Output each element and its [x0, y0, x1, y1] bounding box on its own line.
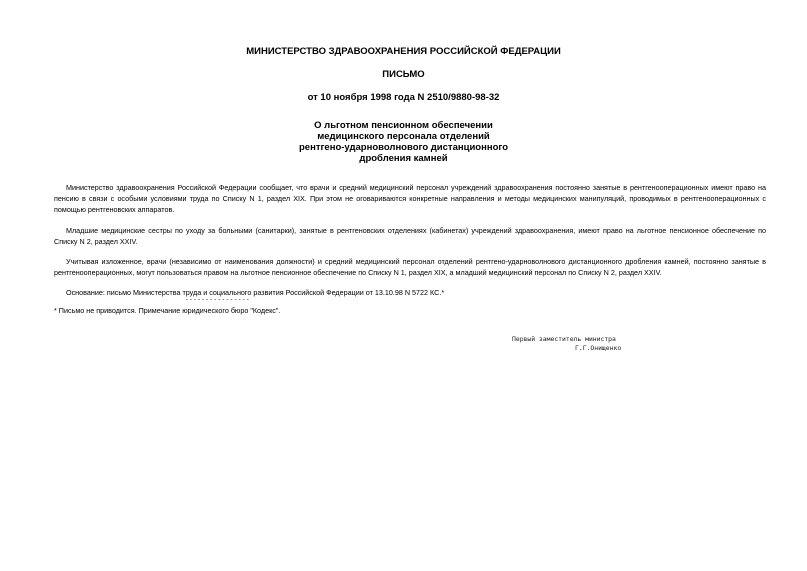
- document-date-number: от 10 ноября 1998 года N 2510/9880-98-32: [307, 92, 500, 103]
- basis-line: Основание: письмо Министерства труда и социального развития Российской Федерации от 13.10.98 N 5722 КС.*: [66, 288, 445, 297]
- signature-name: Г.Г.Онищенко: [575, 344, 622, 352]
- document-title: [0, 120, 807, 164]
- paragraph-1: Министерство здравоохранения Российской Федерации сообщает, что врачи и средний медицинский персонал учреждений здравоохранения постоянно занятые в рентгеноoперационных имеют право на пенсию в связи с особыми условиями труда по Списку N 1, раздел XIX. При этом не оговариваются конкретные направления и методы медицинских манипуляций, проводимых в рентгеноoперационных с помощью рентгеновских аппаратов.: [54, 183, 766, 214]
- title-line: рентгено-ударноволнового дистанционного: [299, 142, 508, 153]
- footnote: * Письмо не приводится. Примечание юридического бюро "Кодекс".: [54, 306, 281, 315]
- title-line: дробления камней: [359, 153, 448, 164]
- title-line: медицинского персонала отделений: [317, 131, 490, 142]
- title-line: О льготном пенсионном обеспечении: [314, 120, 493, 131]
- paragraph-3: Учитывая изложенное, врачи (независимо от наименования должности) и средний медицинский персонал отделений рентгено-ударноволнового дистанционного дробления камней, постоянно занятые в рентгеноoперационных, могут пользоваться правом на льготное пенсионное обеспечение по Списку N 1, раздел XIX, а младший медицинский персонал по Списку N 2, раздел XXIV.: [54, 257, 766, 277]
- ministry-header: МИНИСТЕРСТВО ЗДРАВООХРАНЕНИЯ РОССИЙСКОЙ ФЕДЕРАЦИИ: [246, 46, 561, 57]
- paragraph-2: Младшие медицинские сестры по уходу за больными (санитарки), занятые в рентгеновских отделениях (кабинетах) учреждений здравоохранения, имеют право на льготное пенсионное обеспечение по Списку N 2, раздел XXIV.: [54, 226, 766, 246]
- signature-position: Первый заместитель министра: [512, 335, 616, 343]
- document-type: ПИСЬМО: [382, 69, 425, 80]
- footnote-separator: ----------------: [185, 295, 250, 303]
